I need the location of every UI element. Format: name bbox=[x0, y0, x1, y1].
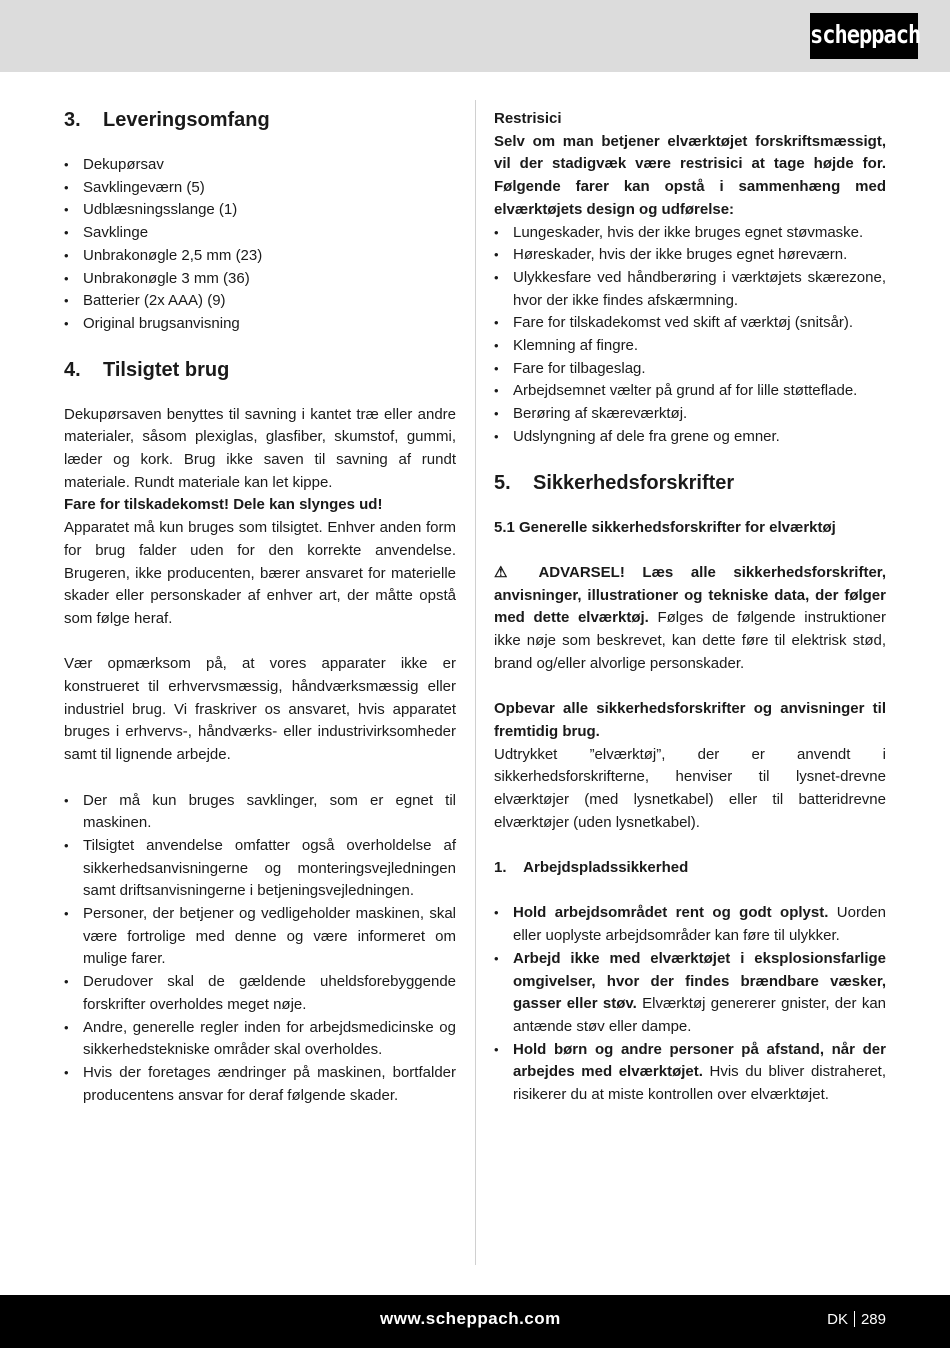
keep-instructions-heading: Opbevar alle sikkerhedsforskrifter og anvisninger til fremtidig brug. bbox=[494, 700, 886, 740]
list-item: • Udblæsningsslange (1) bbox=[64, 199, 456, 222]
section-3-heading bbox=[64, 108, 456, 132]
list-item: • Original brugsanvisning bbox=[64, 313, 456, 336]
list-item: • Batterier (2x AAA) (9) bbox=[64, 290, 456, 313]
workplace-safety-heading: 1. Arbejdspladssikkerhed bbox=[494, 859, 689, 877]
right-column bbox=[494, 108, 886, 1107]
section-number: 5. bbox=[494, 471, 511, 494]
section-number: 4. bbox=[64, 358, 81, 381]
section-5-heading bbox=[494, 471, 886, 495]
page-header bbox=[0, 0, 950, 72]
commercial-use-paragraph: Vær opmærksom på, at vores apparater ikke er konstrueret til erhvervsmæssig, håndværksmæssig eller industriel brug. Vi fraskriver os ansvaret, hvis apparatet bruges i erhvervs-, håndværks- eller industrivirksomheder samt til lignende arbejde. bbox=[64, 655, 456, 764]
warning-text: Følges de følgende instruktioner ikke nøje som beskrevet, kan dette føre til elektrisk stød, brand og/eller alvorlige personskader. bbox=[494, 609, 886, 672]
section-4-heading bbox=[64, 358, 456, 382]
list-item: • Savklingeværn (5) bbox=[64, 177, 456, 200]
section-title: Tilsigtet brug bbox=[103, 358, 230, 381]
residual-risks-intro: Selv om man betjener elværktøjet forskriftsmæssigt, vil der stadigvæk være restrisici at tage højde for. Følgende farer kan opstå i sammenhæng med elværktøjets design og udførelse: bbox=[494, 132, 886, 218]
list-item: • Ulykkesfare ved håndberøring i værktøjets skærezone, hvor der ikke findes afskærmning. bbox=[494, 267, 886, 312]
item-text: Elværktøj genererer gnister, der kan antænde støv eller dampe. bbox=[513, 995, 886, 1035]
list-item: • Unbrakonøgle 3 mm (36) bbox=[64, 268, 456, 291]
list-item: • Der må kun bruges savklinger, som er egnet til maskinen. bbox=[64, 790, 456, 835]
list-item: • Derudover skal de gældende uheldsforebyggende forskrifter overholdes meget nøje. bbox=[64, 971, 456, 1016]
warning-bold-text: ADVARSEL! Læs alle sikkerhedsforskrifter, anvisninger, illustrationer og tekniske data, der følger med dette elværktøj. bbox=[494, 563, 886, 627]
list-item: • Berøring af skæreværktøj. bbox=[494, 403, 886, 426]
list-item: • Udslyngning af dele fra grene og emner. bbox=[494, 426, 886, 449]
item-text: Uorden eller uoplyste arbejdsområder kan føre til ulykker. bbox=[513, 904, 886, 945]
list-item: • Andre, generelle regler inden for arbejdsmedicinske og sikkerhedstekniske områder skal overholdes. bbox=[64, 1017, 456, 1062]
item-bold-text: Hold børn og andre personer på afstand, når der arbejdes med elværktøjet. bbox=[513, 1040, 886, 1081]
list-item: • Personer, der betjener og vedligeholder maskinen, skal være fortrolige med denne og være informeret om mulige farer. bbox=[64, 903, 456, 971]
page-indicator bbox=[827, 1309, 886, 1332]
list-item: • Lungeskader, hvis der ikke bruges egnet støvmaske. bbox=[494, 222, 886, 245]
column-divider bbox=[475, 100, 476, 1265]
list-item: • Klemning af fingre. bbox=[494, 335, 886, 358]
left-column bbox=[64, 108, 456, 1107]
intended-use-paragraph: Dekupørsaven benyttes til savning i kantet træ eller andre materialer, såsom plexiglas, glasfiber, skumstof, gummi, læder og kork. Brug ikke saven til savning af rundt materiale. Rundt materiale kan let kippe. bbox=[64, 405, 456, 491]
item-bold-text: Hold arbejdsområdet rent og godt oplyst. bbox=[513, 904, 829, 922]
list-item: • Tilsigtet anvendelse omfatter også overholdelse af sikkerhedsanvisningerne og monteringsvejledningen samt driftsanvisningerne i betjeningsvejledningen. bbox=[64, 835, 456, 903]
list-item: • Høreskader, hvis der ikke bruges egnet høreværn. bbox=[494, 244, 886, 267]
list-item bbox=[494, 1039, 886, 1107]
injury-warning: Fare for tilskadekomst! Dele kan slynges ud! bbox=[64, 496, 383, 514]
page-number: 289 bbox=[860, 1311, 886, 1328]
list-item bbox=[494, 902, 886, 947]
residual-risks-list bbox=[494, 222, 886, 449]
section-number: 3. bbox=[64, 109, 81, 131]
list-item bbox=[494, 948, 886, 1039]
list-item: • Dekupørsav bbox=[64, 154, 456, 177]
delivery-list bbox=[64, 154, 456, 336]
list-item: • Savklinge bbox=[64, 222, 456, 245]
list-item: • Unbrakonøgle 2,5 mm (23) bbox=[64, 245, 456, 268]
item-text: Hvis du bliver distraheret, risikerer du at miste kontrollen over elværktøjet. bbox=[513, 1063, 886, 1104]
residual-risks-title: Restrisici bbox=[494, 110, 562, 127]
page-footer bbox=[0, 1295, 950, 1348]
scheppach-logo: scheppach bbox=[810, 13, 918, 59]
warning-paragraph bbox=[494, 562, 886, 676]
power-tool-definition: Udtrykket ”elværktøj”, der er anvendt i sikkerhedsforskrifterne, henviser til lysnet-drevne elværktøjer (med lysnetkabel) eller til batteridrevne elværktøjer (uden lysnetkabel). bbox=[494, 745, 886, 831]
language-code: DK bbox=[827, 1311, 848, 1328]
section-title: Leveringsomfang bbox=[103, 109, 270, 131]
warning-icon: ⚠ bbox=[494, 563, 521, 581]
section-title: Sikkerhedsforskrifter bbox=[533, 471, 735, 494]
workplace-safety-list bbox=[494, 902, 886, 1106]
item-bold-text: Arbejd ikke med elværktøjet i eksplosionsfarlige omgivelser, hvor der findes brændbare væsker, gasser eller støv. bbox=[513, 949, 886, 1013]
subsection-5-1-heading: 5.1 Generelle sikkerhedsforskrifter for elværktøj bbox=[494, 518, 836, 536]
list-item: • Hvis der foretages ændringer på maskinen, bortfalder producentens ansvar for deraf følgende skader. bbox=[64, 1062, 456, 1107]
intended-use-list bbox=[64, 790, 456, 1108]
website-link[interactable]: www.scheppach.com bbox=[380, 1309, 561, 1328]
list-item: • Fare for tilbageslag. bbox=[494, 358, 886, 381]
list-item: • Fare for tilskadekomst ved skift af værktøj (snitsår). bbox=[494, 312, 886, 335]
list-item: • Arbejdsemnet vælter på grund af for lille støtteflade. bbox=[494, 380, 886, 403]
liability-paragraph: Apparatet må kun bruges som tilsigtet. Enhver anden form for brug falder uden for den korrekte anvendelse. Brugeren, ikke producenten, bærer ansvaret for materielle skader eller personskader af enhver art, der måtte opstå som følge heraf. bbox=[64, 519, 456, 627]
